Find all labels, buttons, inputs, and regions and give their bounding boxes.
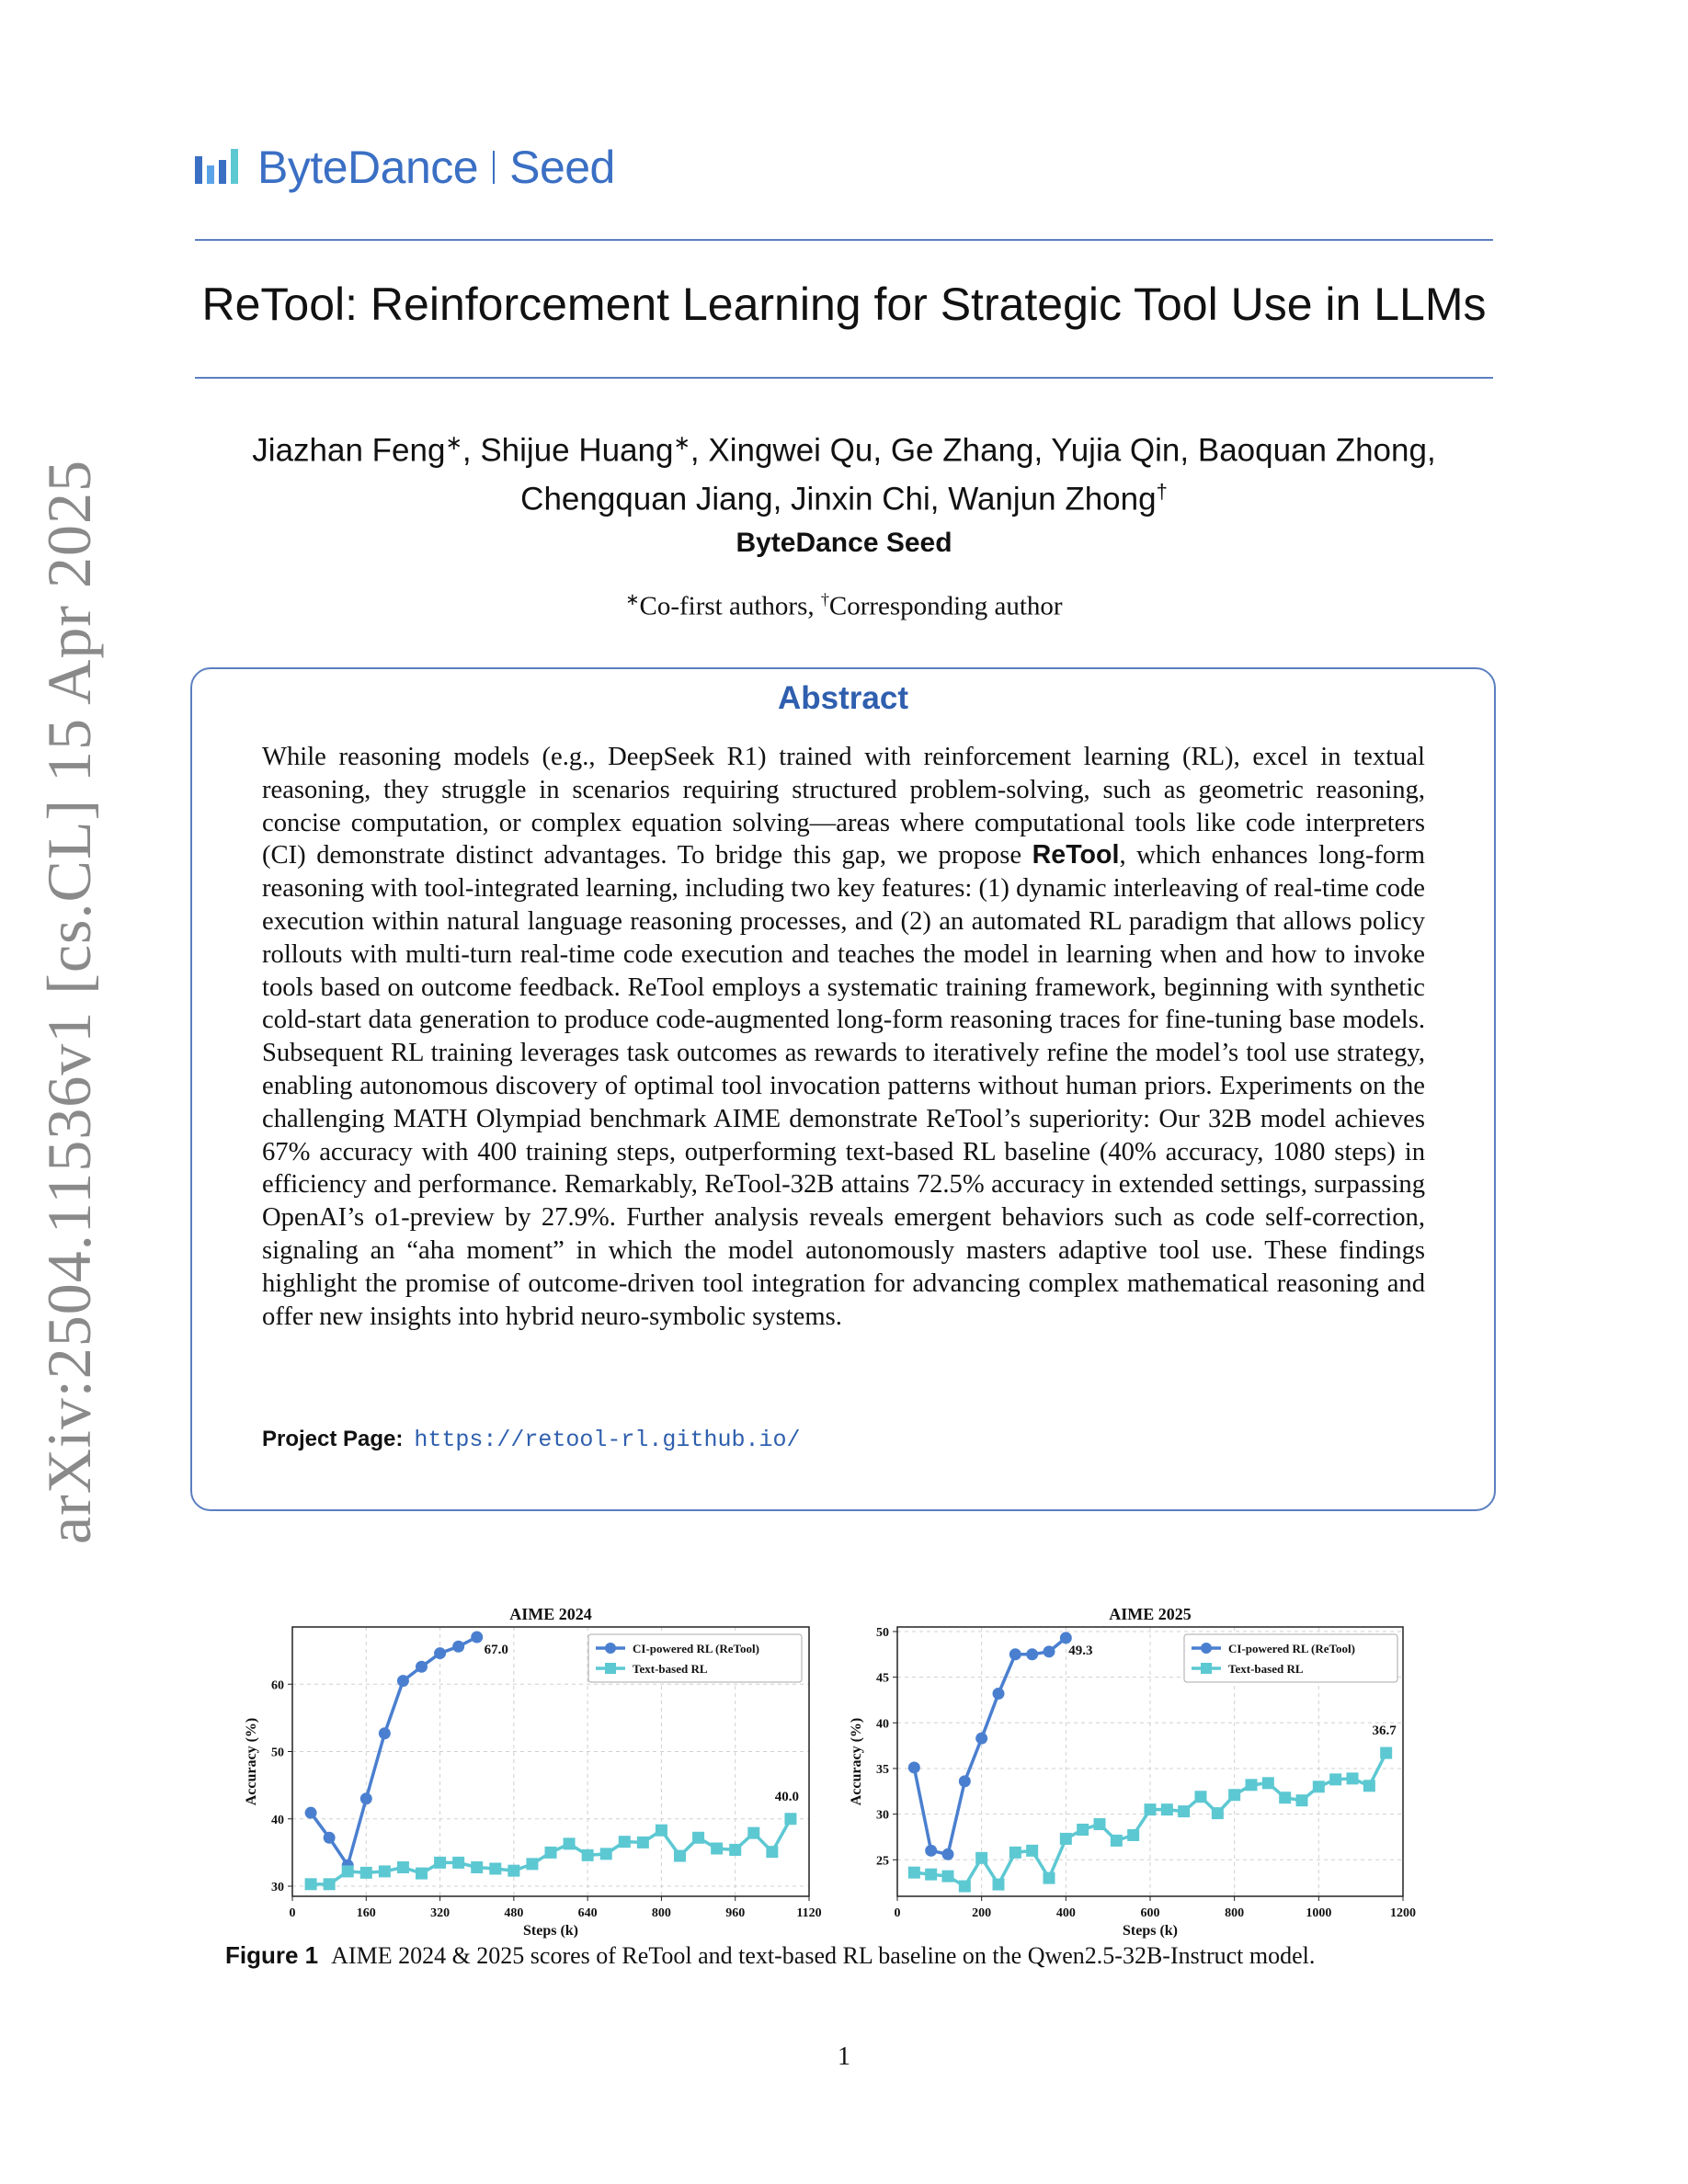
data-point bbox=[545, 1847, 557, 1859]
data-point bbox=[434, 1857, 446, 1869]
y-tick-label: 50 bbox=[271, 1746, 284, 1760]
data-point bbox=[416, 1661, 428, 1673]
data-point bbox=[784, 1813, 796, 1825]
logo-separator bbox=[493, 151, 495, 184]
figure-caption bbox=[225, 1941, 1512, 1970]
data-point bbox=[360, 1867, 372, 1879]
data-point bbox=[975, 1852, 987, 1864]
author-name: Baoquan Zhong bbox=[1197, 432, 1427, 469]
data-point bbox=[959, 1775, 971, 1787]
data-point bbox=[508, 1865, 519, 1877]
data-point bbox=[305, 1807, 317, 1819]
author-name: Shijue Huang bbox=[480, 432, 674, 469]
data-point bbox=[452, 1641, 464, 1653]
logo-brand-text: ByteDance bbox=[257, 142, 479, 193]
data-point bbox=[1127, 1829, 1139, 1841]
author-line-1: Jiazhan Feng∗, Shijue Huang∗, Xingwei Qu, Ge Zhang, Yujia Qin, Baoquan Zhong, bbox=[252, 431, 1436, 469]
x-tick-label: 640 bbox=[577, 1906, 598, 1920]
chart-title: AIME 2025 bbox=[1109, 1605, 1192, 1623]
paper-title: ReTool: Reinforcement Learning for Strategic Tool Use in LLMs bbox=[201, 279, 1487, 330]
corresponding-text: Corresponding author bbox=[828, 591, 1063, 621]
data-point bbox=[908, 1867, 920, 1879]
data-point bbox=[582, 1849, 594, 1861]
data-point bbox=[324, 1878, 336, 1890]
bytedance-seed-logo bbox=[195, 140, 615, 195]
legend-marker bbox=[605, 1643, 616, 1654]
end-value-label: 49.3 bbox=[1068, 1643, 1093, 1658]
data-point bbox=[305, 1878, 317, 1890]
y-axis-label: Accuracy (%) bbox=[849, 1717, 864, 1806]
data-point bbox=[564, 1837, 576, 1849]
x-tick-label: 800 bbox=[651, 1906, 671, 1920]
top-rule bbox=[195, 239, 1493, 241]
data-point bbox=[942, 1871, 954, 1883]
data-point bbox=[619, 1836, 631, 1848]
y-tick-label: 40 bbox=[876, 1717, 889, 1732]
data-point bbox=[925, 1869, 937, 1881]
x-tick-label: 800 bbox=[1225, 1906, 1245, 1920]
data-point bbox=[959, 1881, 971, 1893]
author-name: Xingwei Qu bbox=[708, 432, 873, 469]
data-point bbox=[908, 1761, 920, 1773]
x-tick-label: 0 bbox=[894, 1906, 901, 1920]
cofirst-text: Co-first authors, bbox=[639, 591, 821, 621]
data-point bbox=[434, 1647, 446, 1659]
data-point bbox=[397, 1861, 409, 1873]
data-point bbox=[342, 1865, 354, 1877]
data-point bbox=[360, 1792, 372, 1804]
data-point bbox=[1044, 1872, 1055, 1884]
legend-label: Text-based RL bbox=[1228, 1662, 1304, 1676]
data-point bbox=[324, 1832, 336, 1844]
data-point bbox=[993, 1879, 1005, 1891]
x-tick-label: 160 bbox=[356, 1906, 376, 1920]
author-name: Jinxin Chi bbox=[791, 481, 930, 518]
project-page-link[interactable]: https://retool-rl.github.io/ bbox=[414, 1427, 801, 1453]
author-name: Wanjun Zhong bbox=[948, 481, 1157, 518]
data-point bbox=[489, 1862, 501, 1874]
arxiv-identifier: arXiv:2504.11536v1 [cs.CL] 15 Apr 2025 bbox=[34, 459, 104, 1544]
data-point bbox=[471, 1631, 483, 1643]
data-point bbox=[637, 1837, 649, 1848]
data-point bbox=[1363, 1780, 1375, 1792]
data-point bbox=[1161, 1803, 1173, 1815]
project-page bbox=[262, 1427, 800, 1453]
y-axis-label: Accuracy (%) bbox=[244, 1717, 259, 1806]
data-point bbox=[766, 1846, 778, 1858]
data-point bbox=[416, 1868, 428, 1880]
data-point bbox=[1145, 1803, 1157, 1815]
x-tick-label: 600 bbox=[1140, 1906, 1160, 1920]
author-list bbox=[195, 423, 1493, 519]
data-point bbox=[1279, 1792, 1291, 1803]
affiliation: ByteDance Seed bbox=[736, 528, 952, 558]
author-line-2: Chengquan Jiang, Jinxin Chi, Wanjun Zhong† bbox=[520, 479, 1168, 518]
data-point bbox=[1329, 1773, 1341, 1785]
data-point bbox=[729, 1844, 741, 1856]
end-value-label: 36.7 bbox=[1372, 1723, 1397, 1739]
data-point bbox=[925, 1845, 937, 1857]
x-axis-label: Steps (k) bbox=[1122, 1923, 1179, 1939]
author-mark: † bbox=[1156, 479, 1168, 503]
chart-title: AIME 2024 bbox=[509, 1605, 592, 1623]
data-point bbox=[1009, 1847, 1021, 1859]
data-point bbox=[1262, 1777, 1274, 1789]
legend-marker bbox=[605, 1663, 616, 1674]
author-name: Chengquan Jiang bbox=[520, 481, 773, 518]
data-point bbox=[379, 1865, 391, 1877]
x-tick-label: 1200 bbox=[1390, 1906, 1416, 1920]
y-tick-label: 40 bbox=[271, 1813, 284, 1827]
y-tick-label: 30 bbox=[876, 1808, 889, 1823]
corresponding-mark: † bbox=[820, 590, 829, 609]
legend-marker bbox=[1201, 1643, 1212, 1654]
contribution-note bbox=[195, 590, 1493, 622]
data-point bbox=[975, 1733, 987, 1745]
author-name: Ge Zhang bbox=[890, 432, 1034, 469]
author-mark: ∗ bbox=[673, 431, 690, 454]
data-point bbox=[1347, 1772, 1359, 1784]
data-point bbox=[1060, 1632, 1072, 1644]
y-tick-label: 30 bbox=[271, 1881, 284, 1895]
data-point bbox=[600, 1848, 612, 1860]
bytedance-logo-icon bbox=[195, 145, 243, 189]
data-point bbox=[1212, 1807, 1224, 1819]
x-tick-label: 320 bbox=[430, 1906, 451, 1920]
data-point bbox=[1094, 1818, 1106, 1830]
data-point bbox=[711, 1842, 723, 1854]
data-point bbox=[1077, 1824, 1089, 1836]
x-tick-label: 1000 bbox=[1306, 1906, 1332, 1920]
data-point bbox=[993, 1688, 1005, 1700]
data-point bbox=[1009, 1648, 1021, 1660]
data-point bbox=[1228, 1789, 1240, 1801]
data-point bbox=[656, 1825, 667, 1837]
data-point bbox=[1026, 1845, 1038, 1857]
title-rule bbox=[195, 377, 1493, 379]
data-point bbox=[692, 1832, 704, 1844]
x-tick-label: 0 bbox=[289, 1906, 296, 1920]
abstract-heading: Abstract bbox=[778, 680, 908, 716]
y-tick-label: 45 bbox=[876, 1671, 889, 1686]
data-point bbox=[397, 1675, 409, 1687]
data-point bbox=[1178, 1805, 1190, 1817]
figure-label: Figure 1 bbox=[225, 1941, 319, 1969]
end-value-label: 67.0 bbox=[484, 1642, 508, 1657]
abstract-text-part1: While reasoning models (e.g., DeepSeek R1) trained with reinforcement learning (RL), excel in textual reasoning, they struggle in scenarios requiring structured problem-solving, such as geometric reasoning, concise computation, or complex equation solving—areas where computational tools like code interpreters (CI) demonstrate distinct advantages. To bridge this gap, we propose bbox=[262, 743, 1425, 870]
data-point bbox=[1060, 1833, 1072, 1845]
figure-caption-text: AIME 2024 & 2025 scores of ReTool and text-based RL baseline on the Qwen2.5-32B-Instruct model. bbox=[331, 1942, 1316, 1969]
data-point bbox=[1111, 1835, 1123, 1847]
legend-label: CI-powered RL (ReTool) bbox=[1228, 1642, 1355, 1655]
data-point bbox=[526, 1858, 538, 1870]
end-value-label: 40.0 bbox=[774, 1789, 800, 1804]
data-point bbox=[674, 1850, 686, 1862]
legend-label: CI-powered RL (ReTool) bbox=[633, 1642, 759, 1655]
x-tick-label: 480 bbox=[504, 1906, 524, 1920]
y-tick-label: 25 bbox=[876, 1854, 889, 1869]
x-axis-label: Steps (k) bbox=[522, 1923, 579, 1939]
abstract-text-part2: , which enhances long-form reasoning with tool-integrated learning, including two key features: (1) dynamic interleaving of real-time code execution within natural language reasoning processes, and (2) an automated RL paradigm that allows policy rollouts with multi-turn real-time code execution and teaches the model in learning when and how to invoke tools based on outcome feedback. ReTool employs a systematic training framework, beginning with synthetic cold-start data generation to produce code-augmented long-form reasoning traces for fine-tuning base models. Subsequent RL training leverages task outcomes as rewards to iteratively refine the model’s tool use strategy, enabling autonomous discovery of optimal tool invocation patterns without human priors. Experiments on the challenging MATH Olympiad benchmark AIME demonstrate ReTool’s superiority: Our 32B model achieves 67% accuracy with 400 training steps, outperforming text-based RL baseline (40% accuracy, 1080 steps) in efficiency and performance. Remarkably, ReTool-32B attains 72.5% accuracy in extended settings, surpassing OpenAI’s o1-preview by 27.9%. Further analysis reveals emergent behaviors such as code self-correction, signaling an “aha moment” in which the model autonomously masters adaptive tool use. These findings highlight the promise of outcome-driven tool integration for advancing complex mathematical reasoning and offer new insights into hybrid neuro-symbolic systems. bbox=[262, 841, 1425, 1331]
x-tick-label: 400 bbox=[1055, 1906, 1076, 1920]
series-line bbox=[311, 1637, 477, 1865]
x-tick-label: 960 bbox=[725, 1906, 746, 1920]
y-tick-label: 35 bbox=[876, 1762, 889, 1777]
data-point bbox=[942, 1848, 954, 1860]
abstract-text bbox=[262, 741, 1425, 1333]
data-point bbox=[471, 1861, 483, 1873]
legend-marker bbox=[1201, 1663, 1212, 1674]
page-number: 1 bbox=[838, 2042, 850, 2071]
series-line bbox=[914, 1638, 1066, 1854]
data-point bbox=[452, 1857, 464, 1869]
data-point bbox=[1044, 1645, 1055, 1657]
data-point bbox=[1296, 1794, 1308, 1806]
aime-2025-chart bbox=[844, 1598, 1432, 1939]
author-name: Jiazhan Feng bbox=[252, 432, 446, 469]
data-point bbox=[747, 1827, 759, 1839]
data-point bbox=[1026, 1648, 1038, 1660]
x-tick-label: 1120 bbox=[796, 1906, 822, 1920]
data-point bbox=[1246, 1779, 1258, 1791]
cofirst-mark: ∗ bbox=[625, 590, 640, 609]
y-tick-label: 60 bbox=[271, 1678, 284, 1693]
author-mark: ∗ bbox=[445, 431, 462, 454]
x-tick-label: 200 bbox=[972, 1906, 992, 1920]
data-point bbox=[1380, 1747, 1392, 1759]
project-page-label: Project Page: bbox=[262, 1427, 404, 1451]
aime-2024-chart bbox=[237, 1598, 835, 1939]
data-point bbox=[1195, 1791, 1207, 1803]
author-name: Yujia Qin bbox=[1051, 432, 1180, 469]
retool-name: ReTool bbox=[1032, 840, 1120, 870]
data-point bbox=[379, 1727, 391, 1739]
data-point bbox=[1313, 1780, 1325, 1792]
logo-product-text: Seed bbox=[509, 142, 615, 193]
legend-label: Text-based RL bbox=[633, 1662, 708, 1676]
y-tick-label: 50 bbox=[876, 1625, 889, 1640]
